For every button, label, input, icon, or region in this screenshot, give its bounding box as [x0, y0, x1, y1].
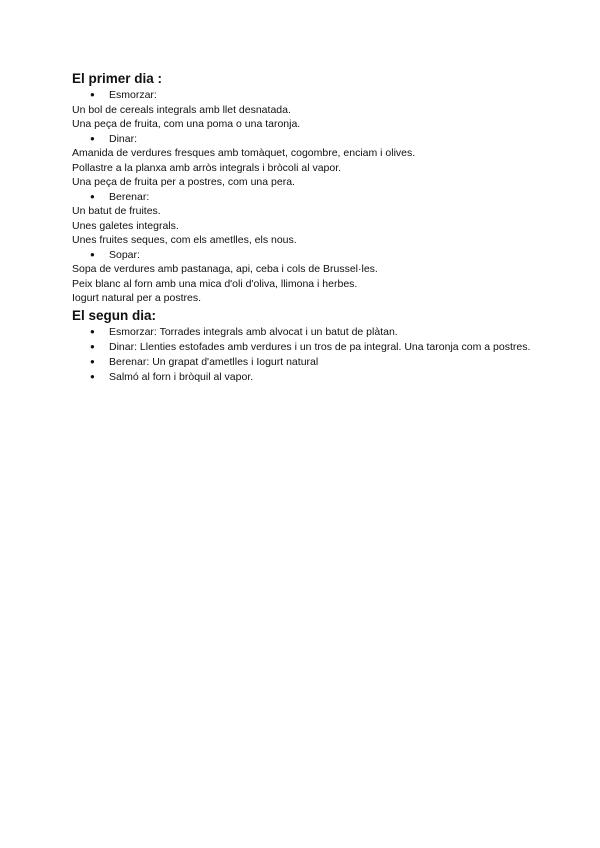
- menu-line: Pollastre a la planxa amb arròs integrals i bròcoli al vapor.: [72, 161, 342, 174]
- document-content: [72, 70, 542, 385]
- menu-line: Un batut de fruites.: [72, 205, 161, 217]
- section-heading: ● Dinar:: [72, 132, 542, 147]
- day1-section-esmorzar: [72, 88, 542, 132]
- menu-line: Peix blanc al forn amb una mica d'oli d'oliva, llimona i herbes.: [72, 277, 358, 290]
- section-heading: ● Sopar:: [72, 248, 542, 263]
- menu-line: Un bol de cereals integrals amb llet desnatada.: [72, 103, 291, 116]
- day1-title: El primer dia :: [72, 71, 163, 86]
- day2-title: El segun dia:: [72, 307, 157, 323]
- section-heading: ● Berenar:: [72, 190, 542, 205]
- day2-item-dinar: ● Dinar: Llenties estofades amb verdures i un tros de pa integral. Una taronja com a postres.: [72, 340, 542, 355]
- day1-section-sopar: [72, 248, 542, 306]
- day2-item-sopar: ● Salmó al forn i bròquil al vapor.: [72, 370, 542, 385]
- menu-line: Unes fruites seques, com els ametlles, els nous.: [72, 234, 297, 246]
- menu-line: Una peça de fruita per a postres, com una pera.: [72, 176, 295, 188]
- day2-item-esmorzar: ● Esmorzar: Torrades integrals amb alvocat i un batut de plàtan.: [72, 325, 542, 340]
- day1-section-berenar: [72, 190, 542, 248]
- day1-section-dinar: [72, 132, 542, 190]
- day2-item-berenar: ● Berenar: Un grapat d'ametlles i Iogurt natural: [72, 355, 542, 370]
- menu-line: Sopa de verdures amb pastanaga, api, ceba i cols de Brussel·les.: [72, 263, 378, 275]
- menu-line: Amanida de verdures fresques amb tomàquet, cogombre, enciam i olives.: [72, 147, 416, 159]
- menu-line: Iogurt natural per a postres.: [72, 292, 201, 304]
- menu-line: Una peça de fruita, com una poma o una taronja.: [72, 118, 301, 130]
- menu-line: Unes galetes integrals.: [72, 219, 179, 232]
- section-heading: ● Esmorzar:: [72, 88, 542, 103]
- day2-list: [72, 325, 542, 385]
